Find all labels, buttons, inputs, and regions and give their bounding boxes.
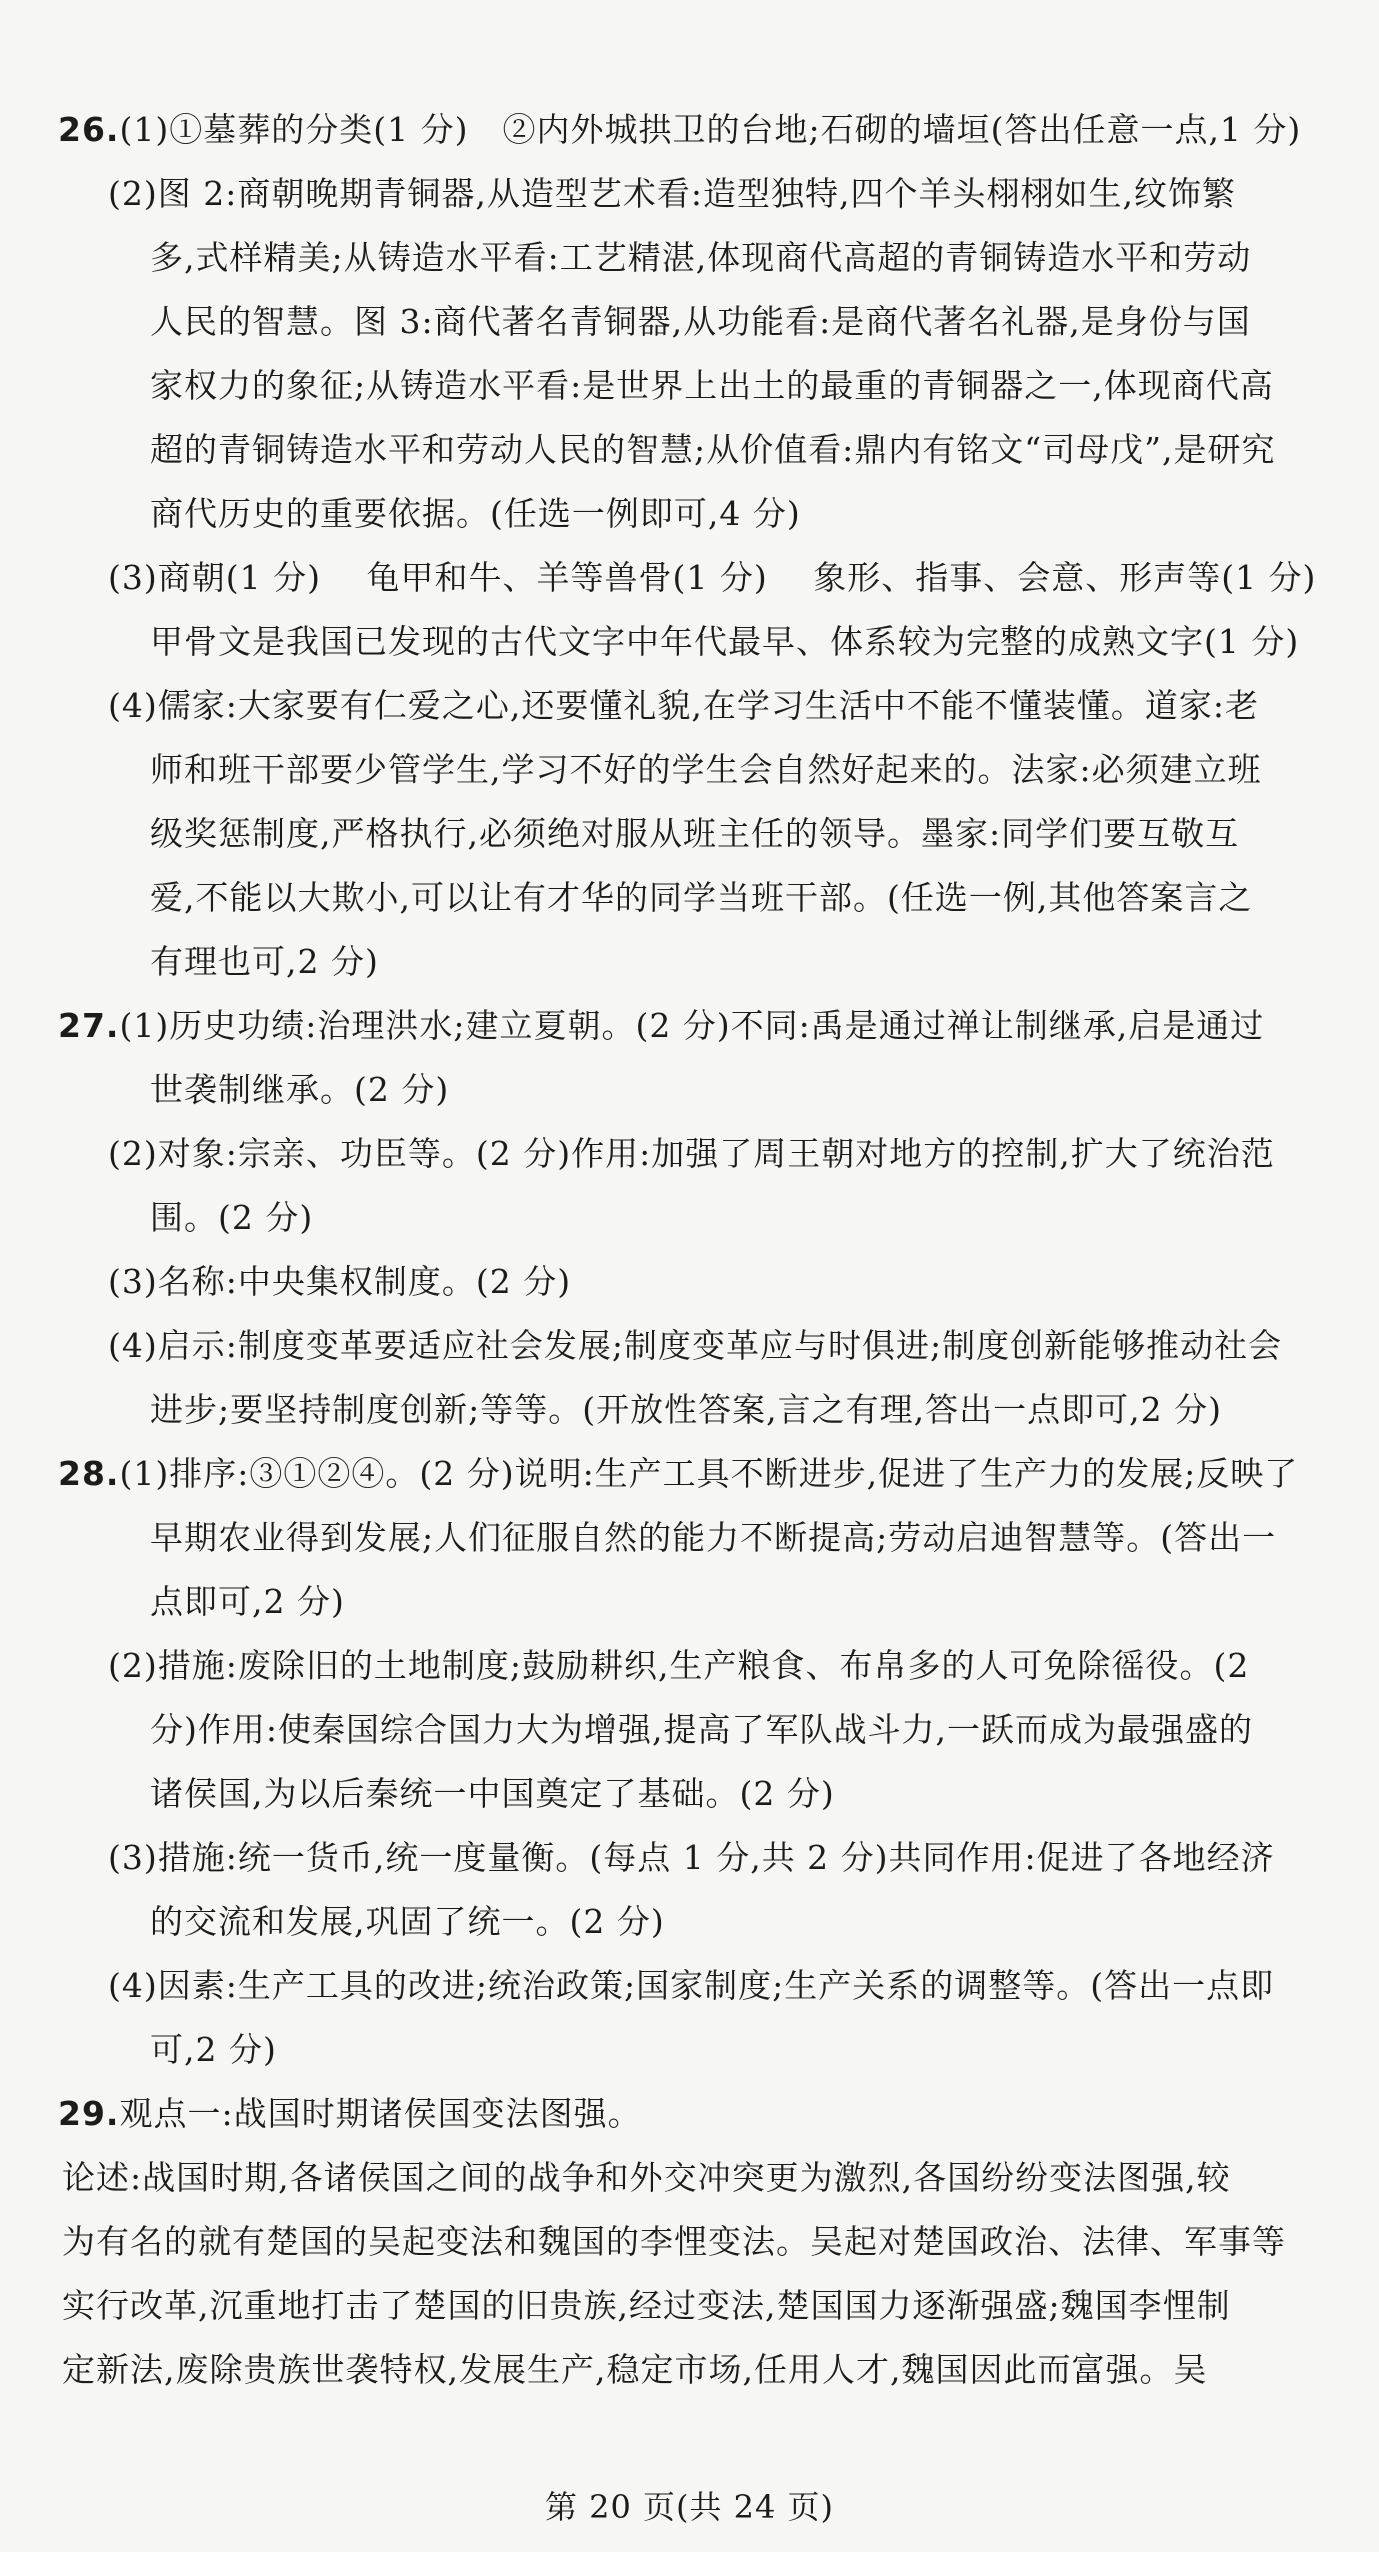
- q29-line: 实行改革,沉重地打击了楚国的旧贵族,经过变法,楚国国力逐渐强盛;魏国李悝制: [62, 2286, 1231, 2325]
- q28-line: 早期农业得到发展;人们征服自然的能力不断提高;劳动启迪智慧等。(答出一: [150, 1518, 1277, 1557]
- q27-line: (2)对象:宗亲、功臣等。(2 分)作用:加强了周王朝对地方的控制,扩大了统治范: [108, 1134, 1275, 1173]
- q26-line-1: 26.(1)①墓葬的分类(1 分) ②内外城拱卫的台地;石砌的墙垣(答出任意一点,1 分): [58, 110, 1302, 149]
- q26-line: 家权力的象征;从铸造水平看:是世界上出土的最重的青铜器之一,体现商代高: [150, 366, 1274, 405]
- q28-line: 诸侯国,为以后秦统一中国奠定了基础。(2 分): [150, 1774, 835, 1813]
- q29-line: 论述:战国时期,各诸侯国之间的战争和外交冲突更为激烈,各国纷纷变法图强,较: [62, 2158, 1231, 2197]
- q26-line: (3)商朝(1 分) 龟甲和牛、羊等兽骨(1 分) 象形、指事、会意、形声等(1 分): [108, 558, 1317, 597]
- q27-line: 围。(2 分): [150, 1198, 314, 1237]
- q26-line: 商代历史的重要依据。(任选一例即可,4 分): [150, 494, 801, 533]
- question-number-29: 29.: [58, 2094, 120, 2133]
- q28-line: (2)措施:废除旧的土地制度;鼓励耕织,生产粮食、布帛多的人可免除徭役。(2: [108, 1646, 1250, 1685]
- q28-line: 可,2 分): [150, 2030, 277, 2069]
- q28-line: 分)作用:使秦国综合国力大为增强,提高了军队战斗力,一跃而成为最强盛的: [150, 1710, 1253, 1749]
- q27-line: (4)启示:制度变革要适应社会发展;制度变革应与时俱进;制度创新能够推动社会: [108, 1326, 1283, 1365]
- q28-line: 的交流和发展,巩固了统一。(2 分): [150, 1902, 665, 1941]
- q26-line: 多,式样精美;从铸造水平看:工艺精湛,体现商代高超的青铜铸造水平和劳动: [150, 238, 1252, 277]
- q26-line: 超的青铜铸造水平和劳动人民的智慧;从价值看:鼎内有铭文“司母戊”,是研究: [150, 430, 1276, 469]
- q28-line-1: 28.(1)排序:③①②④。(2 分)说明:生产工具不断进步,促进了生产力的发展;反映了: [58, 1454, 1299, 1493]
- q29-line-1: 29.观点一:战国时期诸侯国变法图强。: [58, 2094, 642, 2133]
- q27-line: 进步;要坚持制度创新;等等。(开放性答案,言之有理,答出一点即可,2 分): [150, 1390, 1222, 1429]
- q28-line: (4)因素:生产工具的改进;统治政策;国家制度;生产关系的调整等。(答出一点即: [108, 1966, 1275, 2005]
- q26-line: 人民的智慧。图 3:商代著名青铜器,从功能看:是商代著名礼器,是身份与国: [150, 302, 1251, 341]
- question-number-27: 27.: [58, 1006, 120, 1045]
- q28-line: 点即可,2 分): [150, 1582, 345, 1621]
- q26-line: 甲骨文是我国已发现的古代文字中年代最早、体系较为完整的成熟文字(1 分): [150, 622, 1300, 661]
- q27-line-1: 27.(1)历史功绩:治理洪水;建立夏朝。(2 分)不同:禹是通过禅让制继承,启是通过: [58, 1006, 1265, 1045]
- question-number-26: 26.: [58, 110, 120, 149]
- q28-line: (3)措施:统一货币,统一度量衡。(每点 1 分,共 2 分)共同作用:促进了各地经济: [108, 1838, 1275, 1877]
- q26-line: 师和班干部要少管学生,学习不好的学生会自然好起来的。法家:必须建立班: [150, 750, 1262, 789]
- q27-line: (3)名称:中央集权制度。(2 分): [108, 1262, 572, 1301]
- q26-line: 级奖惩制度,严格执行,必须绝对服从班主任的领导。墨家:同学们要互敬互: [150, 814, 1240, 853]
- q26-line: 爱,不能以大欺小,可以让有才华的同学当班干部。(任选一例,其他答案言之: [150, 878, 1253, 917]
- q26-line: 有理也可,2 分): [150, 942, 379, 981]
- page-footer: 第 20 页(共 24 页): [544, 2488, 835, 2526]
- question-number-28: 28.: [58, 1454, 120, 1493]
- q27-line: 世袭制继承。(2 分): [150, 1070, 450, 1109]
- q29-line: 为有名的就有楚国的吴起变法和魏国的李悝变法。吴起对楚国政治、法律、军事等: [62, 2222, 1286, 2261]
- q26-line: (2)图 2:商朝晚期青铜器,从造型艺术看:造型独特,四个羊头栩栩如生,纹饰繁: [108, 174, 1236, 213]
- q26-line: (4)儒家:大家要有仁爱之心,还要懂礼貌,在学习生活中不能不懂装懂。道家:老: [108, 686, 1259, 725]
- q29-line: 定新法,废除贵族世袭特权,发展生产,稳定市场,任用人才,魏国因此而富强。吴: [62, 2350, 1208, 2389]
